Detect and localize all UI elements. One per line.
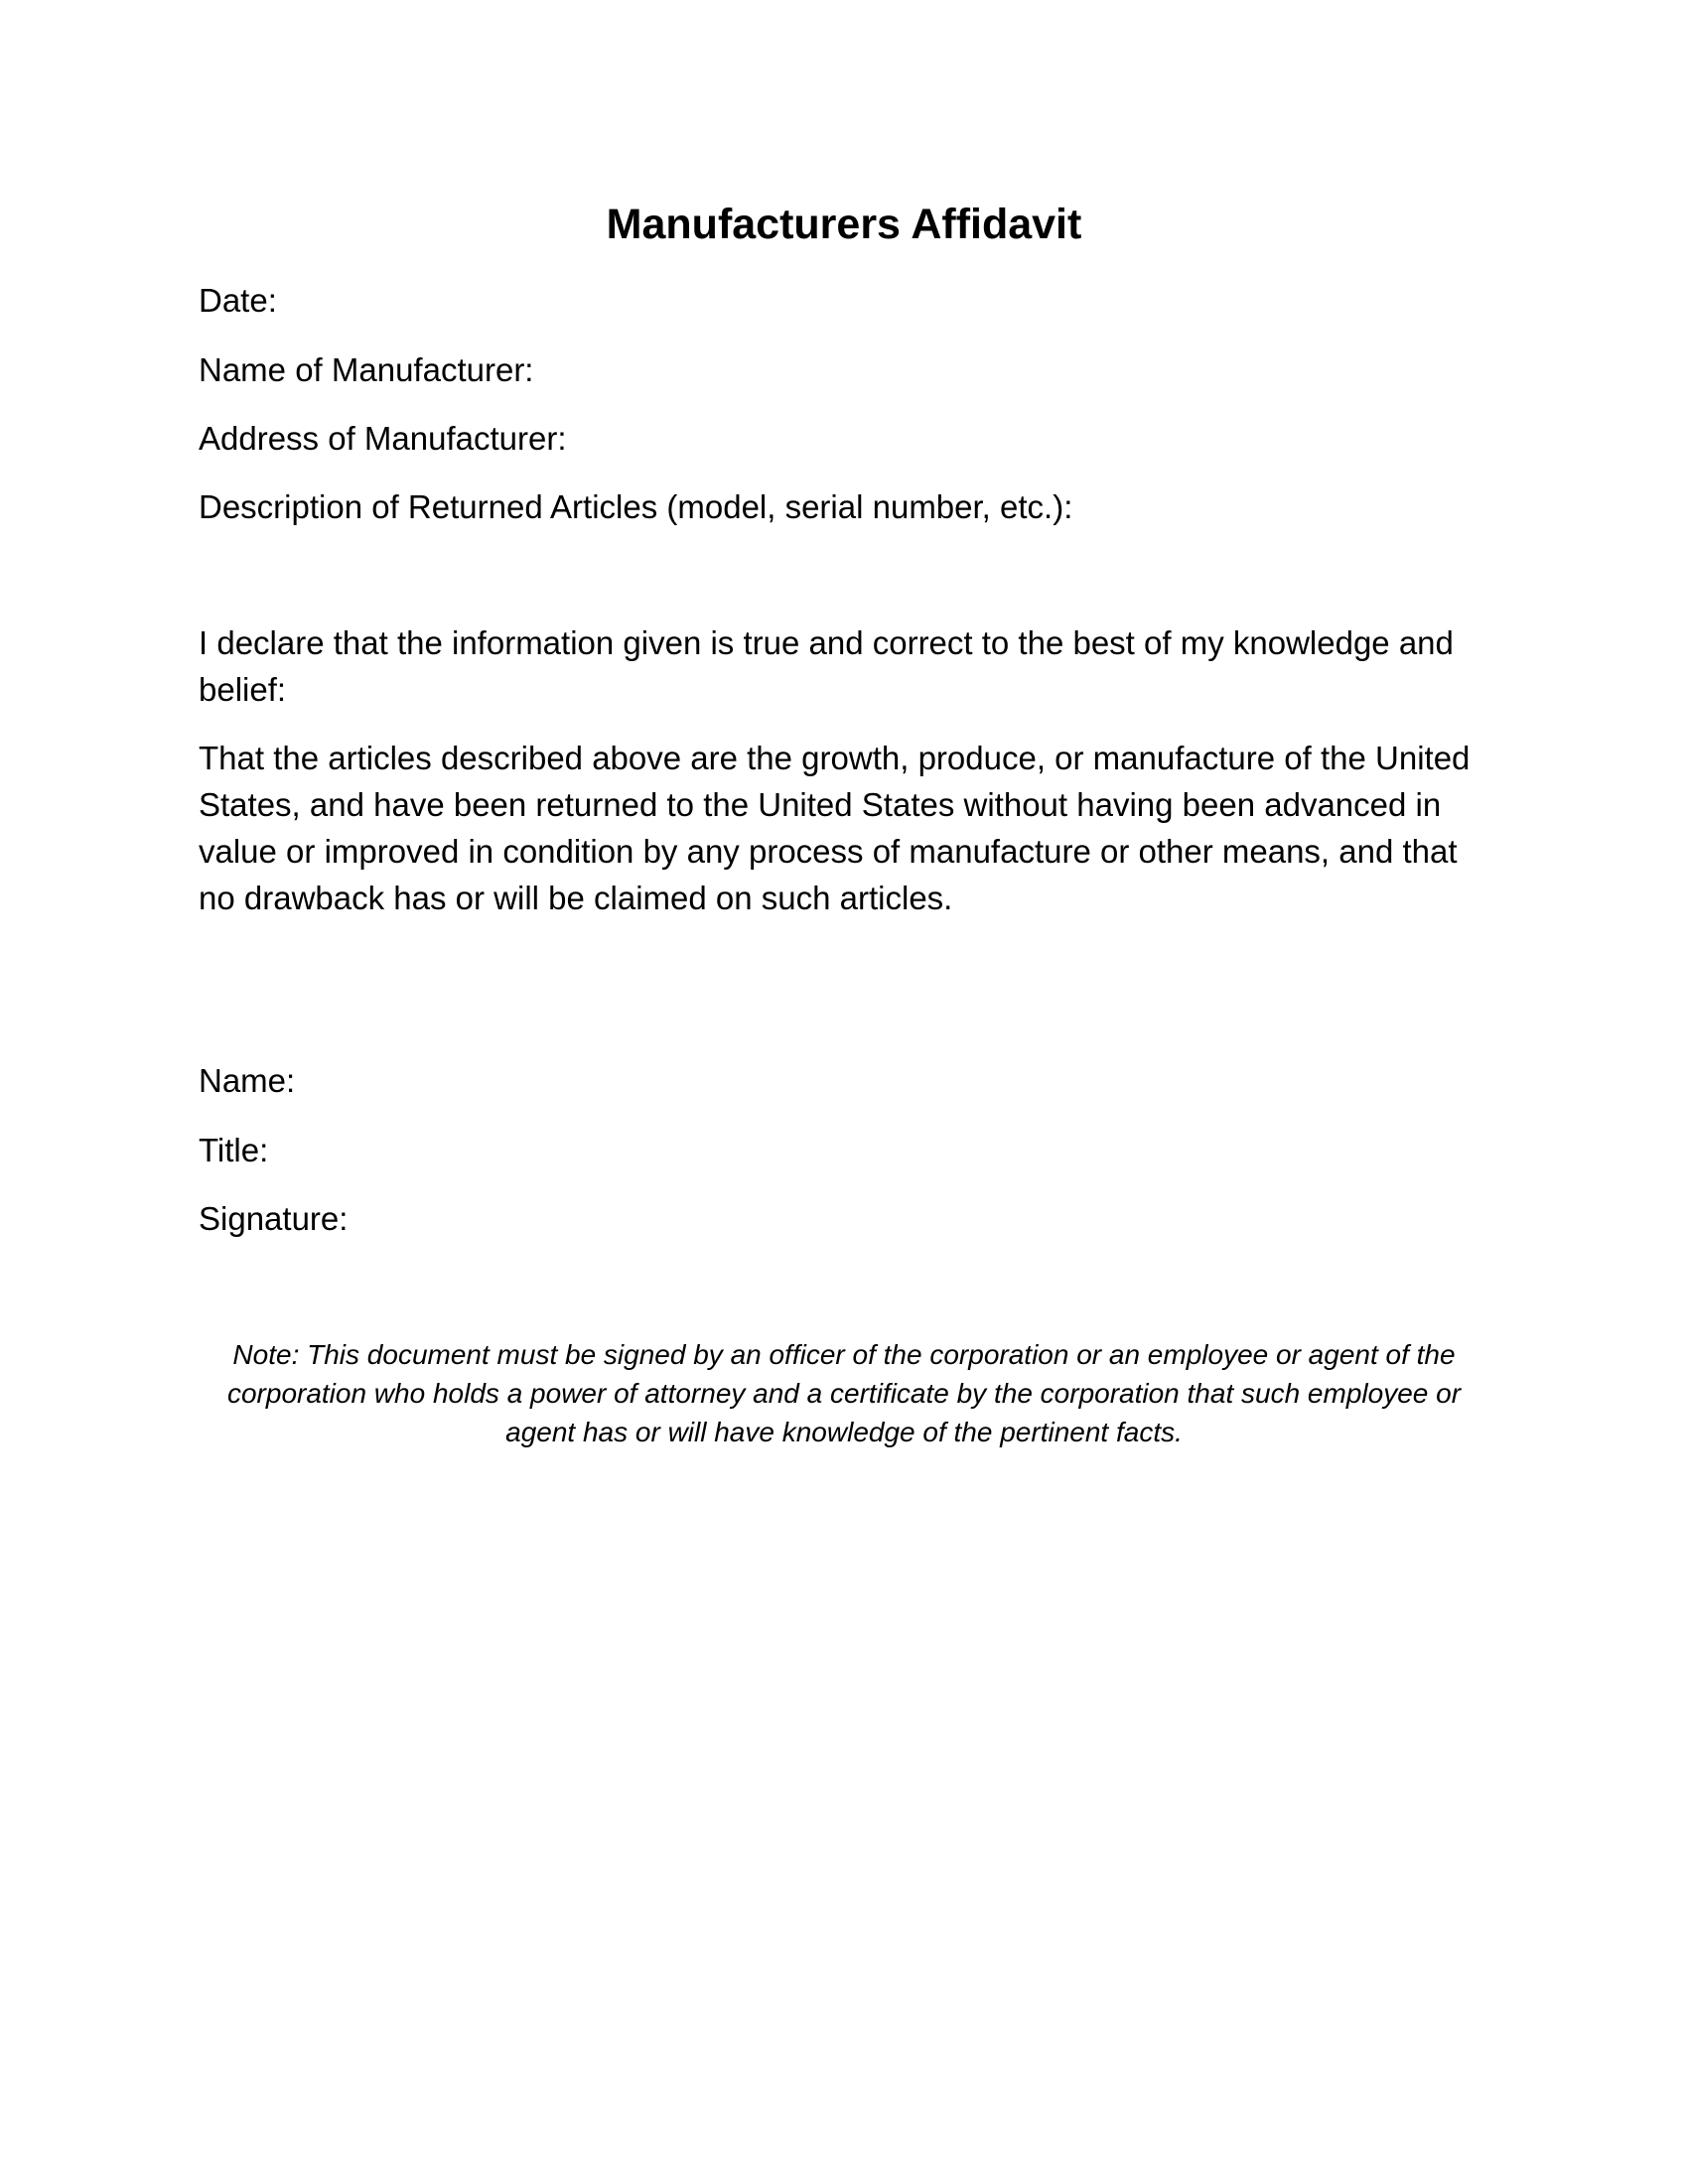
declaration-paragraph: I declare that the information given is true and correct to the best of my knowledge and belief: — [199, 624, 1454, 708]
signature-label: Signature: — [199, 1200, 349, 1237]
date-field-label: Date: — [199, 282, 277, 319]
document-title: Manufacturers Affidavit — [606, 201, 1082, 248]
returned-articles-field-label: Description of Returned Articles (model, serial number, etc.): — [199, 488, 1073, 525]
manufacturer-address-field-label: Address of Manufacturer: — [199, 420, 567, 457]
statement-paragraph: That the articles described above are the growth, produce, or manufacture of the United States, and have been returned to the United States without having been advanced in value or improved in condition by any process of manufacture or other means, and that no drawback has or will be claimed on such articles. — [199, 740, 1471, 916]
manufacturer-name-field-label: Name of Manufacturer: — [199, 351, 534, 388]
signer-title-label: Title: — [199, 1132, 269, 1168]
signing-note: Note: This document must be signed by an officer of the corporation or an employee or agent of the corporation who holds a power of attorney and a certificate by the corporation that such employee or agent has or will have knowledge of the pertinent facts. — [226, 1339, 1462, 1447]
signer-name-label: Name: — [199, 1062, 296, 1099]
